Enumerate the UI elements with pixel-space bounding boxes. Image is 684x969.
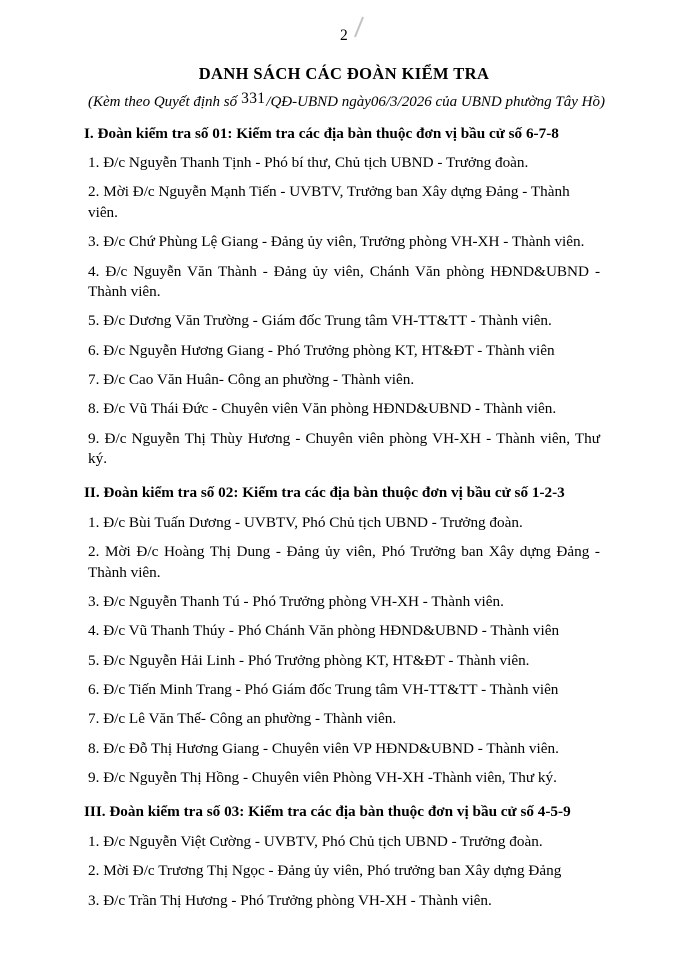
page-header xyxy=(88,0,600,58)
list-item: 6. Đ/c Nguyễn Hương Giang - Phó Trưởng phòng KT, HT&ĐT - Thành viên xyxy=(88,341,555,359)
document-subtitle xyxy=(88,89,605,112)
list-item: 2. Mời Đ/c Nguyễn Mạnh Tiến - UVBTV, Trưởng ban Xây dựng Đảng - Thành viên. xyxy=(88,183,570,221)
list-item: 8. Đ/c Đỗ Thị Hương Giang - Chuyên viên VP HĐND&UBND - Thành viên. xyxy=(88,739,559,757)
subtitle-prefix: (Kèm theo Quyết định số xyxy=(88,93,238,110)
list-item: 3. Đ/c Nguyễn Thanh Tú - Phó Trưởng phòng VH-XH - Thành viên. xyxy=(88,592,504,610)
list-item: 3. Đ/c Trần Thị Hương - Phó Trưởng phòng VH-XH - Thành viên. xyxy=(88,891,492,909)
subtitle-suffix: /QĐ-UBND ngày06/3/2026 của UBND phường Tây Hồ) xyxy=(266,93,605,110)
section-heading-3: III. Đoàn kiểm tra số 03: Kiểm tra các địa bàn thuộc đơn vị bầu cử số 4-5-9 xyxy=(84,803,571,821)
decision-number: 331 xyxy=(241,89,266,107)
sections-container xyxy=(84,124,600,912)
pen-slash-mark xyxy=(354,16,364,37)
list-item: 7. Đ/c Cao Văn Huân- Công an phường - Thành viên. xyxy=(88,370,415,388)
list-item: 9. Đ/c Nguyễn Thị Hồng - Chuyên viên Phòng VH-XH -Thành viên, Thư ký. xyxy=(88,769,557,787)
section-heading-1: I. Đoàn kiểm tra số 01: Kiểm tra các địa bàn thuộc đơn vị bầu cử số 6-7-8 xyxy=(84,124,559,142)
document-body xyxy=(84,0,605,911)
page-title: DANH SÁCH CÁC ĐOÀN KIỂM TRA xyxy=(198,64,490,83)
list-item: 4. Đ/c Vũ Thanh Thúy - Phó Chánh Văn phòng HĐND&UBND - Thành viên xyxy=(88,622,560,640)
list-item: 2. Mời Đ/c Hoàng Thị Dung - Đảng ủy viên, Phó Trưởng ban Xây dựng Đảng - Thành viên. xyxy=(88,543,600,581)
list-item: 5. Đ/c Nguyễn Hải Linh - Phó Trưởng phòng KT, HT&ĐT - Thành viên. xyxy=(88,651,530,669)
list-item: 9. Đ/c Nguyễn Thị Thùy Hương - Chuyên viên phòng VH-XH - Thành viên, Thư ký. xyxy=(88,429,600,468)
list-item: 1. Đ/c Nguyễn Thanh Tịnh - Phó bí thư, Chủ tịch UBND - Trưởng đoàn. xyxy=(88,154,529,172)
section-heading-2: II. Đoàn kiểm tra số 02: Kiểm tra các địa bàn thuộc đơn vị bầu cử số 1-2-3 xyxy=(84,484,565,502)
list-item: 1. Đ/c Nguyễn Việt Cường - UVBTV, Phó Chủ tịch UBND - Trưởng đoàn. xyxy=(88,833,543,850)
list-item: 2. Mời Đ/c Trương Thị Ngọc - Đảng ủy viên, Phó trưởng ban Xây dựng Đảng xyxy=(88,862,562,880)
list-item: 6. Đ/c Tiến Minh Trang - Phó Giám đốc Trung tâm VH-TT&TT - Thành viên xyxy=(88,681,559,699)
list-item: 3. Đ/c Chứ Phùng Lệ Giang - Đảng ủy viên, Trưởng phòng VH-XH - Thành viên. xyxy=(88,233,585,251)
list-item: 5. Đ/c Dương Văn Trường - Giám đốc Trung tâm VH-TT&TT - Thành viên. xyxy=(88,312,552,330)
list-item: 1. Đ/c Bùi Tuấn Dương - UVBTV, Phó Chủ tịch UBND - Trưởng đoàn. xyxy=(88,513,523,531)
list-item: 7. Đ/c Lê Văn Thế- Công an phường - Thành viên. xyxy=(88,710,397,728)
list-item: 8. Đ/c Vũ Thái Đức - Chuyên viên Văn phòng HĐND&UBND - Thành viên. xyxy=(88,400,557,418)
page-number: 2 xyxy=(340,27,348,44)
list-item: 4. Đ/c Nguyễn Văn Thành - Đảng ủy viên, Chánh Văn phòng HĐND&UBND - Thành viên. xyxy=(88,262,600,300)
